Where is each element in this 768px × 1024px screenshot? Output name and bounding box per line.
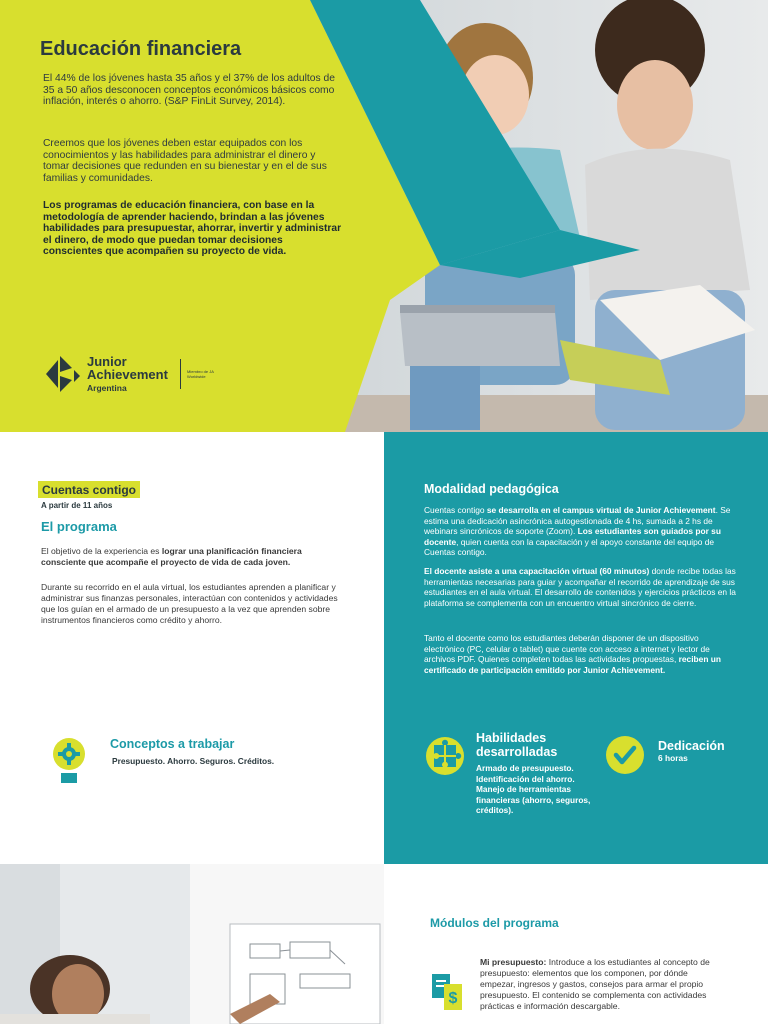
money-document-icon <box>430 970 464 1014</box>
program-heading: El programa <box>41 519 117 534</box>
intro-paragraph-belief: Creemos que los jóvenes deben estar equipados con los conocimientos y las habilidades para administrar el dinero y tomar decisiones que redunden en su bienestar y en el de sus familias y comunidades. <box>43 138 327 184</box>
campus-text-bold-1: se desarrolla en el campus virtual de Junior Achievement <box>486 505 716 515</box>
skills-list: Armado de presupuesto. Identificación del ahorro. Manejo de herramientas financieras (ahorro, seguros, créditos). <box>476 763 591 815</box>
gear-icon <box>52 737 86 785</box>
program-name-badge: Cuentas contigo <box>38 481 140 498</box>
training-text: donde recibe todas las herramientas necesarias para guiar y acompañar el recorrido de aprendizaje de sus estudiantes en el aula virtual. El desarrollo de contenidos y ejercicios prácticos en la plataforma se complementa con un encuentro virtual sincrónico de cierre. <box>424 566 736 608</box>
campus-text-3: , quien cuenta con la capacitación y el apoyo constante del equipo de Cuentas contigo. <box>424 536 715 557</box>
checkmark-icon <box>606 736 644 774</box>
module-item-title: Mi presupuesto: <box>480 957 547 967</box>
requirements-text: Tanto el docente como los estudiantes deberán disponer de un dispositivo electrónico (PC, celular o tablet) que cuente con acceso a internet y lector de archivos PDF. Quienes completen todas las actividades propuestas, <box>424 633 710 664</box>
modality-paragraph-requirements <box>424 633 736 675</box>
module-item-description: Introduce a los estudiantes al concepto de presupuesto: elementos que los componen, por dónde empezar, ingresos y gastos, consejos para armar el propio presupuesto. El contenido se complementa con actividades prácticas e información descargable. <box>480 957 710 1011</box>
logo-divider <box>180 359 181 389</box>
program-description: Durante su recorrido en el aula virtual, los estudiantes aprenden a planificar y administrar sus finanzas personales, interactúan con contenidos y actividades que los guían en el armado de un presupuesto a la vez que aprenden sobre instrumentos financieros como crédito y ahorro. <box>41 582 338 625</box>
logo-line-argentina: Argentina <box>87 383 127 393</box>
skills-heading: Habilidades desarrolladas <box>476 731 558 759</box>
concepts-heading: Conceptos a trabajar <box>110 737 235 751</box>
certificate-bold: reciben un certificado de participación emitido por Junior Achievement. <box>424 654 721 675</box>
age-range-label: A partir de 11 años <box>41 501 113 510</box>
objective-intro: El objetivo de la experiencia es <box>41 546 162 556</box>
dedication-heading: Dedicación <box>658 739 725 753</box>
modality-paragraph-training <box>424 566 736 608</box>
campus-text-bold-2: Los estudiantes son guiados por su docente <box>424 526 721 547</box>
training-bold: El docente asiste a una capacitación virtual (60 minutos) <box>424 566 650 576</box>
logo-member-text: Miembro de JA Worldwide <box>187 369 214 379</box>
modules-heading: Módulos del programa <box>430 916 559 930</box>
intro-paragraph-programs: Los programas de educación financiera, con base en la metodología de aprender haciendo, brindan a las jóvenes habilidades para presupuestar, ahorrar, invertir y administrar el dinero, de modo que puedan tomar decisiones conscientes que acompañen su proyecto de vida. <box>43 200 342 257</box>
junior-achievement-logo-icon <box>42 352 82 396</box>
concepts-list: Presupuesto. Ahorro. Seguros. Créditos. <box>112 756 275 766</box>
campus-text-2: . Se estima una dedicación asincrónica autogestionada de 4 hs, sumada a 2 hs de webinars sincrónicos de soporte (Zoom). <box>424 505 731 536</box>
puzzle-icon <box>426 737 464 775</box>
program-objective <box>41 546 341 568</box>
logo-line-junior: Junior <box>87 354 127 369</box>
campus-text-1: Cuentas contigo <box>424 505 487 515</box>
logo-line-achievement: Achievement <box>87 367 168 382</box>
modality-heading: Modalidad pedagógica <box>424 482 559 496</box>
page-title: Educación financiera <box>40 38 242 60</box>
module-item-presupuesto <box>480 957 710 1012</box>
intro-paragraph-stats: El 44% de los jóvenes hasta 35 años y el 37% de los adultos de 35 a 50 años desconocen conceptos económicos básicos como inflación, interés o ahorro. (S&P FinLit Survey, 2014). <box>43 73 335 107</box>
modality-paragraph-campus <box>424 505 736 558</box>
objective-bold: lograr una planificación financiera consciente que acompañe el proyecto de vida de cada joven. <box>41 546 302 567</box>
junior-achievement-wordmark <box>87 355 168 395</box>
svg-text:$: $ <box>448 990 458 1007</box>
classroom-photo <box>0 864 384 1024</box>
dedication-hours: 6 horas <box>658 753 688 763</box>
